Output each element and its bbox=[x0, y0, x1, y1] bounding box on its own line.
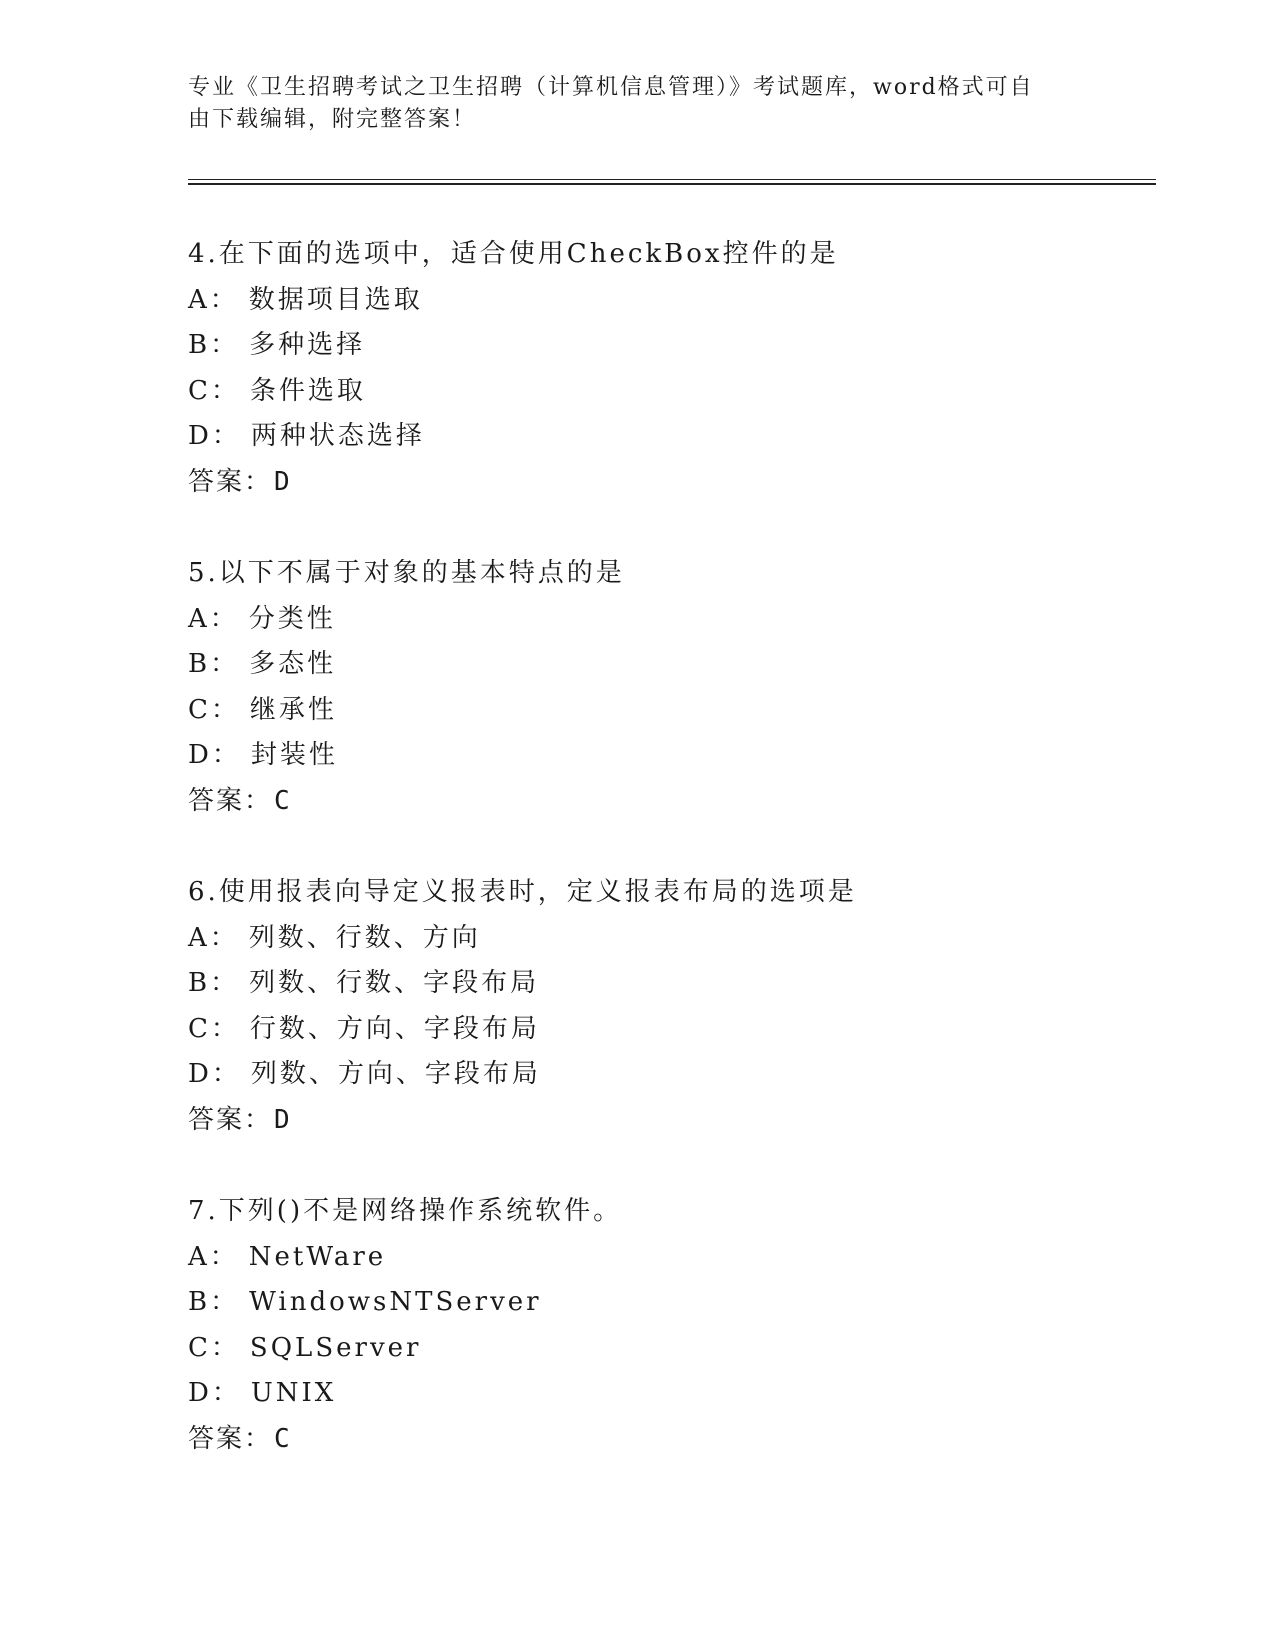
option-text: 继承性 bbox=[249, 694, 337, 725]
option-c: C： 条件选取 bbox=[188, 375, 366, 406]
answer-value: D bbox=[274, 1104, 292, 1135]
option-text: 数据项目选取 bbox=[248, 284, 423, 315]
option-c: C： 行数、方向、字段布局 bbox=[188, 1013, 540, 1044]
option-text: 两种状态选择 bbox=[250, 421, 425, 451]
option-text: SQLServer bbox=[249, 1332, 422, 1363]
option-text: 多态性 bbox=[249, 649, 337, 679]
option-text: 条件选取 bbox=[249, 375, 366, 406]
option-d: D： 两种状态选择 bbox=[188, 421, 425, 451]
question-stem: 6.使用报表向导定义报表时，定义报表布局的选项是 bbox=[188, 877, 857, 907]
question-stem: 7.下列()不是网络操作系统软件。 bbox=[188, 1196, 623, 1226]
answer-line: 答案：D bbox=[188, 1104, 292, 1135]
option-text: 列数、行数、字段布局 bbox=[249, 968, 540, 998]
option-c: C： SQLServer bbox=[188, 1332, 422, 1363]
option-c: C： 继承性 bbox=[188, 694, 337, 725]
option-d: D： 列数、方向、字段布局 bbox=[188, 1059, 541, 1089]
option-d: D： 封装性 bbox=[188, 740, 338, 770]
question-block bbox=[188, 1189, 1148, 1462]
option-text: 封装性 bbox=[250, 740, 338, 770]
answer-line: 答案：C bbox=[188, 785, 292, 816]
option-b: B： 多态性 bbox=[188, 649, 337, 679]
option-text: 列数、方向、字段布局 bbox=[250, 1059, 541, 1089]
option-text: UNIX bbox=[250, 1378, 337, 1408]
option-b: B： 多种选择 bbox=[188, 330, 366, 360]
answer-value: D bbox=[274, 466, 292, 497]
question-stem: 4.在下面的选项中，适合使用CheckBox控件的是 bbox=[188, 239, 839, 269]
question-stem: 5.以下不属于对象的基本特点的是 bbox=[188, 558, 625, 588]
answer-value: C bbox=[274, 785, 292, 816]
header-divider-bottom bbox=[188, 183, 1156, 185]
question-block bbox=[188, 870, 1148, 1143]
header-line-1: 专业《卫生招聘考试之卫生招聘（计算机信息管理）》考试题库，word格式可自 bbox=[188, 75, 1034, 100]
option-d: D： UNIX bbox=[188, 1378, 337, 1408]
option-a: A： 列数、行数、方向 bbox=[188, 922, 481, 953]
option-text: 分类性 bbox=[248, 603, 336, 634]
question-block bbox=[188, 232, 1148, 505]
option-b: B： WindowsNTServer bbox=[188, 1287, 542, 1317]
option-text: WindowsNTServer bbox=[249, 1287, 542, 1317]
question-block bbox=[188, 551, 1148, 824]
header-divider-top bbox=[188, 179, 1156, 180]
document-header bbox=[188, 72, 1088, 136]
option-text: 列数、行数、方向 bbox=[248, 922, 481, 953]
option-a: A： 分类性 bbox=[188, 603, 336, 634]
option-b: B： 列数、行数、字段布局 bbox=[188, 968, 540, 998]
option-text: NetWare bbox=[248, 1241, 387, 1272]
option-a: A： NetWare bbox=[188, 1241, 387, 1272]
answer-line: 答案：D bbox=[188, 466, 292, 497]
header-line-2: 由下载编辑，附完整答案！ bbox=[188, 107, 477, 132]
option-text: 行数、方向、字段布局 bbox=[249, 1013, 540, 1044]
option-a: A： 数据项目选取 bbox=[188, 284, 423, 315]
answer-value: C bbox=[274, 1423, 292, 1454]
option-text: 多种选择 bbox=[249, 330, 366, 360]
answer-line: 答案：C bbox=[188, 1423, 292, 1454]
